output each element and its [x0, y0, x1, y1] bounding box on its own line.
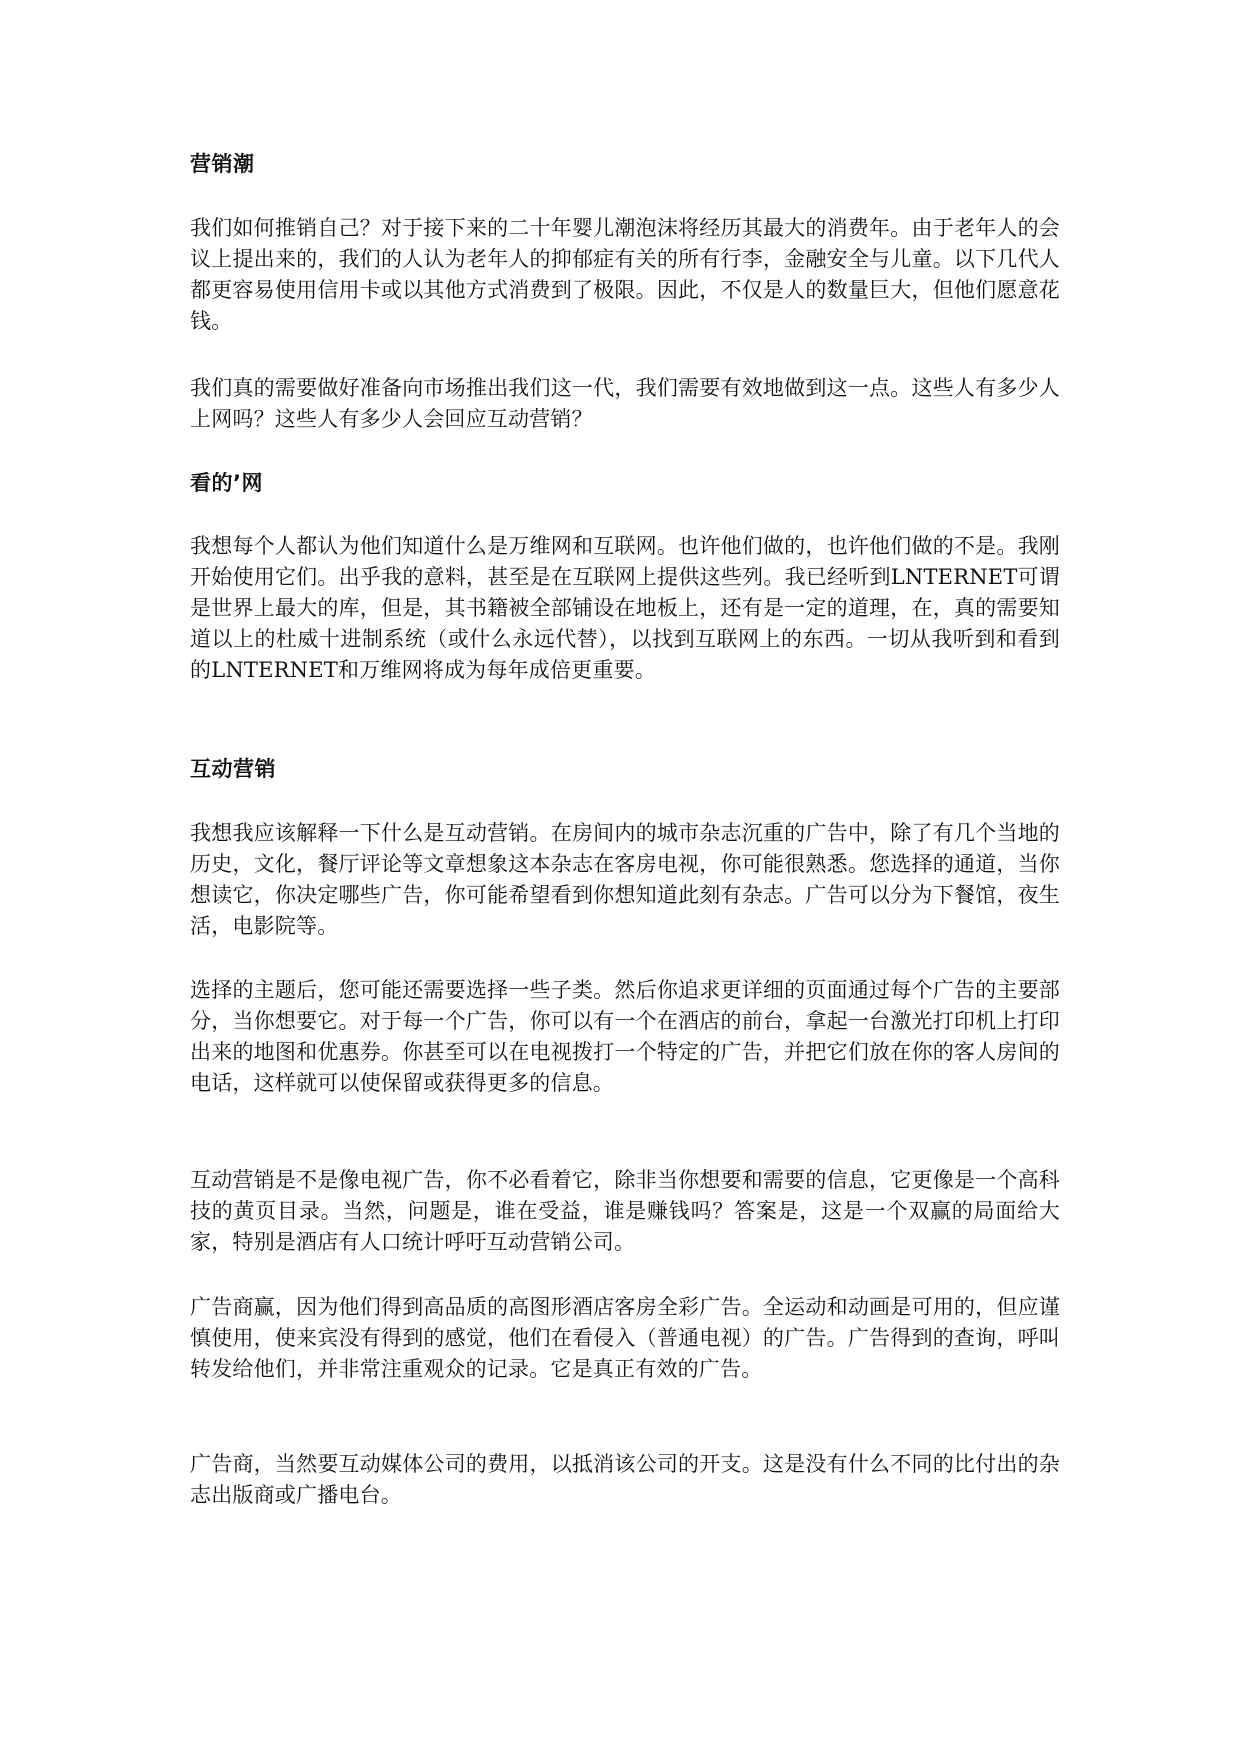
paragraph: 我们如何推销自己？对于接下来的二十年婴儿潮泡沫将经历其最大的消费年。由于老年人的会议上提出来的，我们的人认为老年人的抑郁症有关的所有行李，金融安全与儿童。以下几代人都更容易使用信用卡或以其他方式消费到了极限。因此，不仅是人的数量巨大，但他们愿意花钱。: [190, 216, 1060, 333]
paragraph: 我想每个人都认为他们知道什么是万维网和互联网。也许他们做的，也许他们做的不是。我刚开始使用它们。出乎我的意料，甚至是在互联网上提供这些列。我已经听到LNTERNET可谓是世界上最大的库，但是，其书籍被全部铺设在地板上，还有是一定的道理，在，真的需要知道以上的杜威十进制系统（或什么永远代替），以找到互联网上的东西。一切从我听到和看到的LNTERNET和万维网将成为每年成倍更重要。: [190, 534, 1060, 682]
paragraph: 广告商，当然要互动媒体公司的费用，以抵消该公司的开支。这是没有什么不同的比付出的杂志出版商或广播电台。: [190, 1452, 1060, 1507]
section-heading-interactive-marketing: 互动营销: [190, 757, 276, 781]
paragraph: 我们真的需要做好准备向市场推出我们这一代，我们需要有效地做到这一点。这些人有多少人上网吗？这些人有多少人会回应互动营销？: [190, 376, 1060, 431]
paragraph: 选择的主题后，您可能还需要选择一些子类。然后你追求更详细的页面通过每个广告的主要部分，当你想要它。对于每一个广告，你可以有一个在酒店的前台，拿起一台激光打印机上打印出来的地图和优惠券。你甚至可以在电视拨打一个特定的广告，并把它们放在你的客人房间的电话，这样就可以使保留或获得更多的信息。: [190, 978, 1060, 1095]
section-heading-marketing-wave: 营销潮: [190, 152, 255, 176]
paragraph: 互动营销是不是像电视广告，你不必看着它，除非当你想要和需要的信息，它更像是一个高科技的黄页目录。当然，问题是，谁在受益，谁是赚钱吗？答案是，这是一个双赢的局面给大家，特别是酒店有人口统计呼吁互动营销公司。: [190, 1168, 1060, 1254]
section-heading-web: 看的’网: [190, 471, 263, 495]
paragraph: 广告商赢，因为他们得到高品质的高图形酒店客房全彩广告。全运动和动画是可用的，但应谨慎使用，使来宾没有得到的感觉，他们在看侵入（普通电视）的广告。广告得到的查询，呼叫转发给他们，并非常注重观众的记录。它是真正有效的广告。: [190, 1295, 1060, 1381]
paragraph: 我想我应该解释一下什么是互动营销。在房间内的城市杂志沉重的广告中，除了有几个当地的历史，文化，餐厅评论等文章想象这本杂志在客房电视，你可能很熟悉。您选择的通道，当你想读它，你决定哪些广告，你可能希望看到你想知道此刻有杂志。广告可以分为下餐馆，夜生活，电影院等。: [190, 821, 1060, 938]
